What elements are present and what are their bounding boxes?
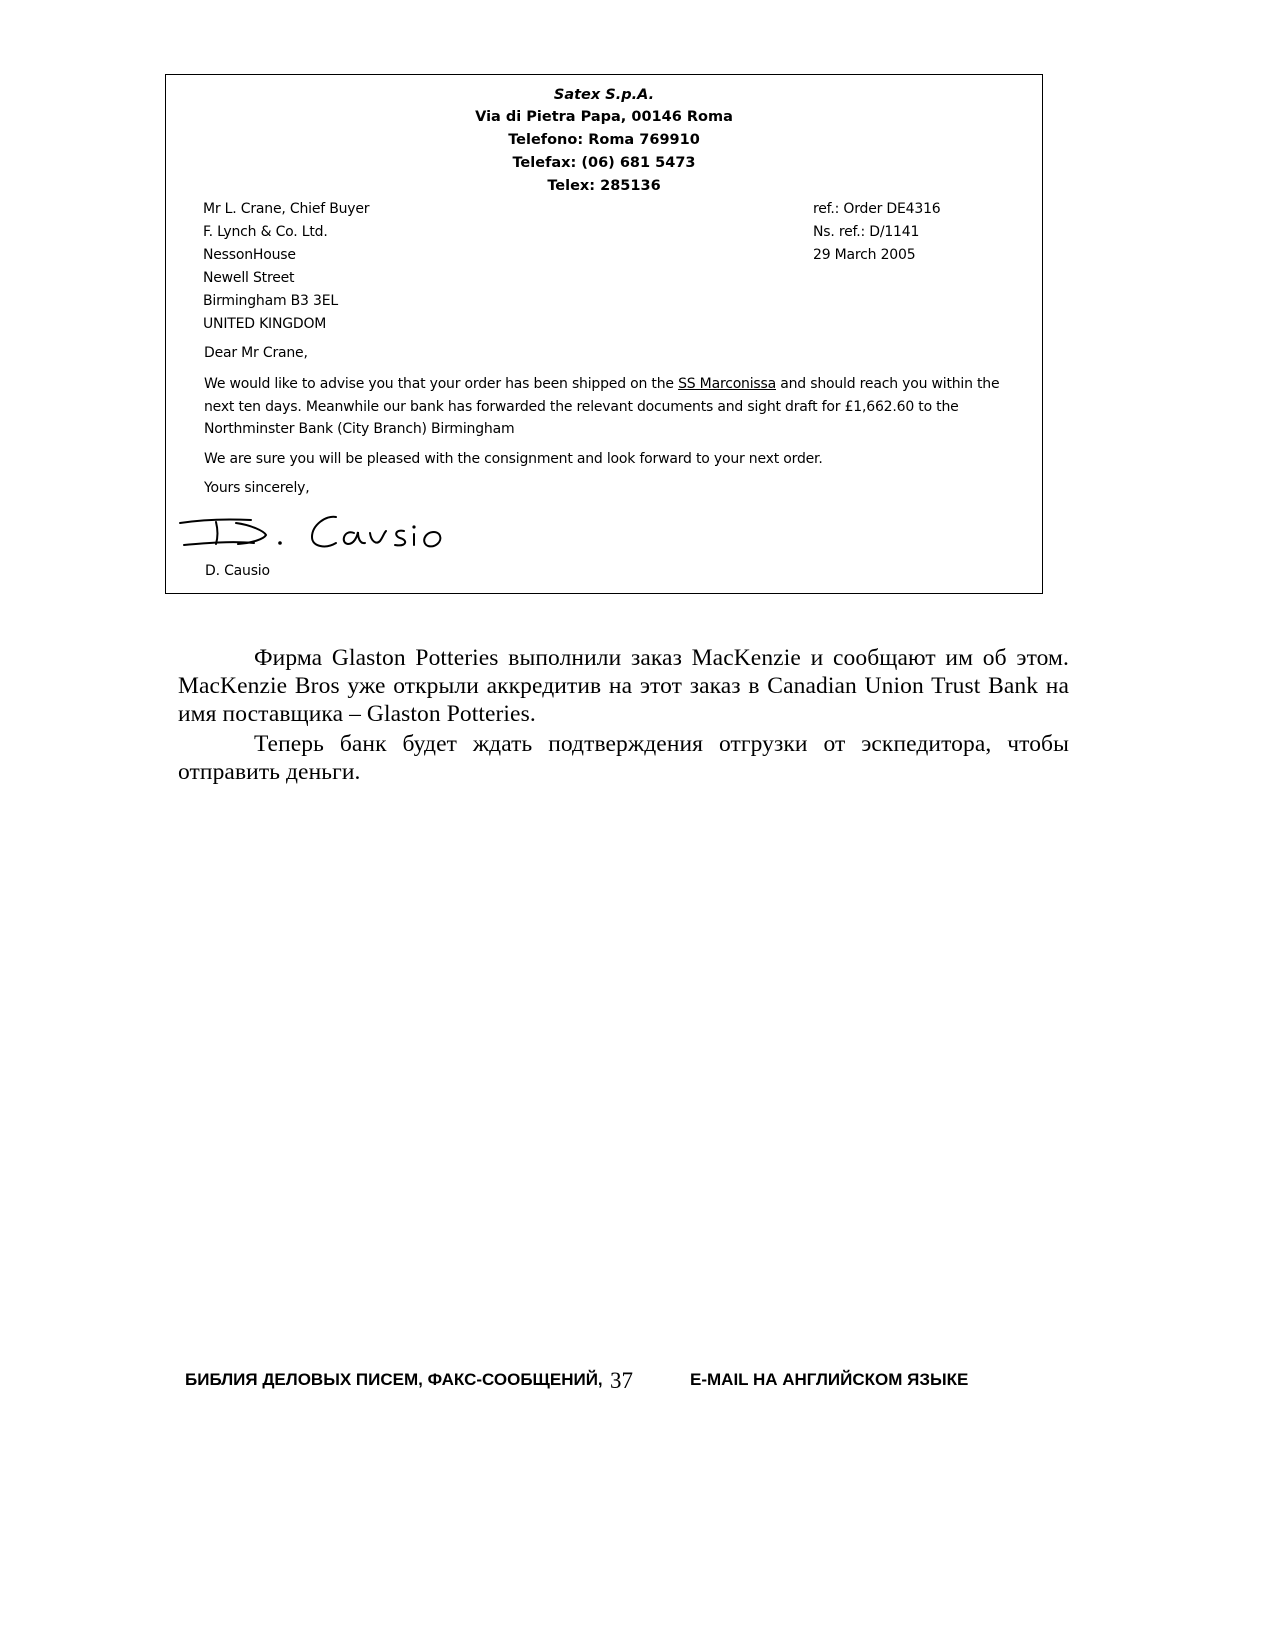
- recipient-name: Mr L. Crane, Chief Buyer: [203, 201, 370, 217]
- recipient-company: F. Lynch & Co. Ltd.: [203, 224, 328, 240]
- signer-name: D. Causio: [205, 563, 270, 579]
- paragraph-text: and should reach you within the next ten days. Meanwhile our bank has forwarded the relevant documents and sight draft for £1,662.60 to the Northminster Bank (City Branch) Birmingham: [204, 376, 1000, 437]
- letter-paragraph-1: [204, 373, 1024, 441]
- paragraph-text: We would like to advise you that your order has been shipped on the: [204, 376, 679, 392]
- page-number: 37: [610, 1368, 633, 1393]
- footer-title-right: E-MAIL НА АНГЛИЙСКОМ ЯЗЫКЕ: [690, 1370, 969, 1389]
- letter-paragraph-2: We are sure you will be pleased with the consignment and look forward to your next order.: [204, 451, 823, 467]
- ship-name: SS Marconissa: [678, 376, 776, 392]
- letterhead-company: Satex S.p.A.: [553, 87, 655, 103]
- recipient-city: Birmingham B3 3EL: [203, 293, 338, 309]
- letterhead-address: Via di Pietra Papa, 00146 Roma: [475, 109, 733, 125]
- recipient-country: UNITED KINGDOM: [203, 316, 327, 332]
- letterhead-telex: Telex: 285136: [547, 178, 661, 194]
- salutation: Dear Mr Crane,: [204, 345, 308, 361]
- our-reference: Ns. ref.: D/1141: [813, 224, 920, 240]
- recipient-street: Newell Street: [203, 270, 295, 286]
- russian-text: Теперь банк будет ждать подтверждения отгрузки от эскпедитора, чтобы отправить деньги.: [178, 731, 1069, 785]
- russian-text: Фирма Glaston Potteries выполнили заказ MacKenzie и сообщают им об этом. MacKenzie Bros уже открыли аккредитив на этот заказ в Canadian Union Trust Bank на имя поставщика – Glaston Potteries.: [178, 645, 1069, 727]
- handwritten-signature: [176, 505, 466, 565]
- business-letter: [165, 74, 1043, 594]
- russian-paragraph-1: [178, 644, 1069, 728]
- letterhead-telefax: Telefax: (06) 681 5473: [512, 155, 696, 171]
- letter-date: 29 March 2005: [813, 247, 916, 263]
- recipient-house: NessonHouse: [203, 247, 296, 263]
- closing: Yours sincerely,: [204, 480, 310, 496]
- russian-paragraph-2: [178, 730, 1069, 786]
- footer-title-left: БИБЛИЯ ДЕЛОВЫХ ПИСЕМ, ФАКС-СООБЩЕНИЙ,: [185, 1370, 603, 1389]
- reference: ref.: Order DE4316: [813, 201, 941, 217]
- letterhead-telefono: Telefono: Roma 769910: [508, 132, 700, 148]
